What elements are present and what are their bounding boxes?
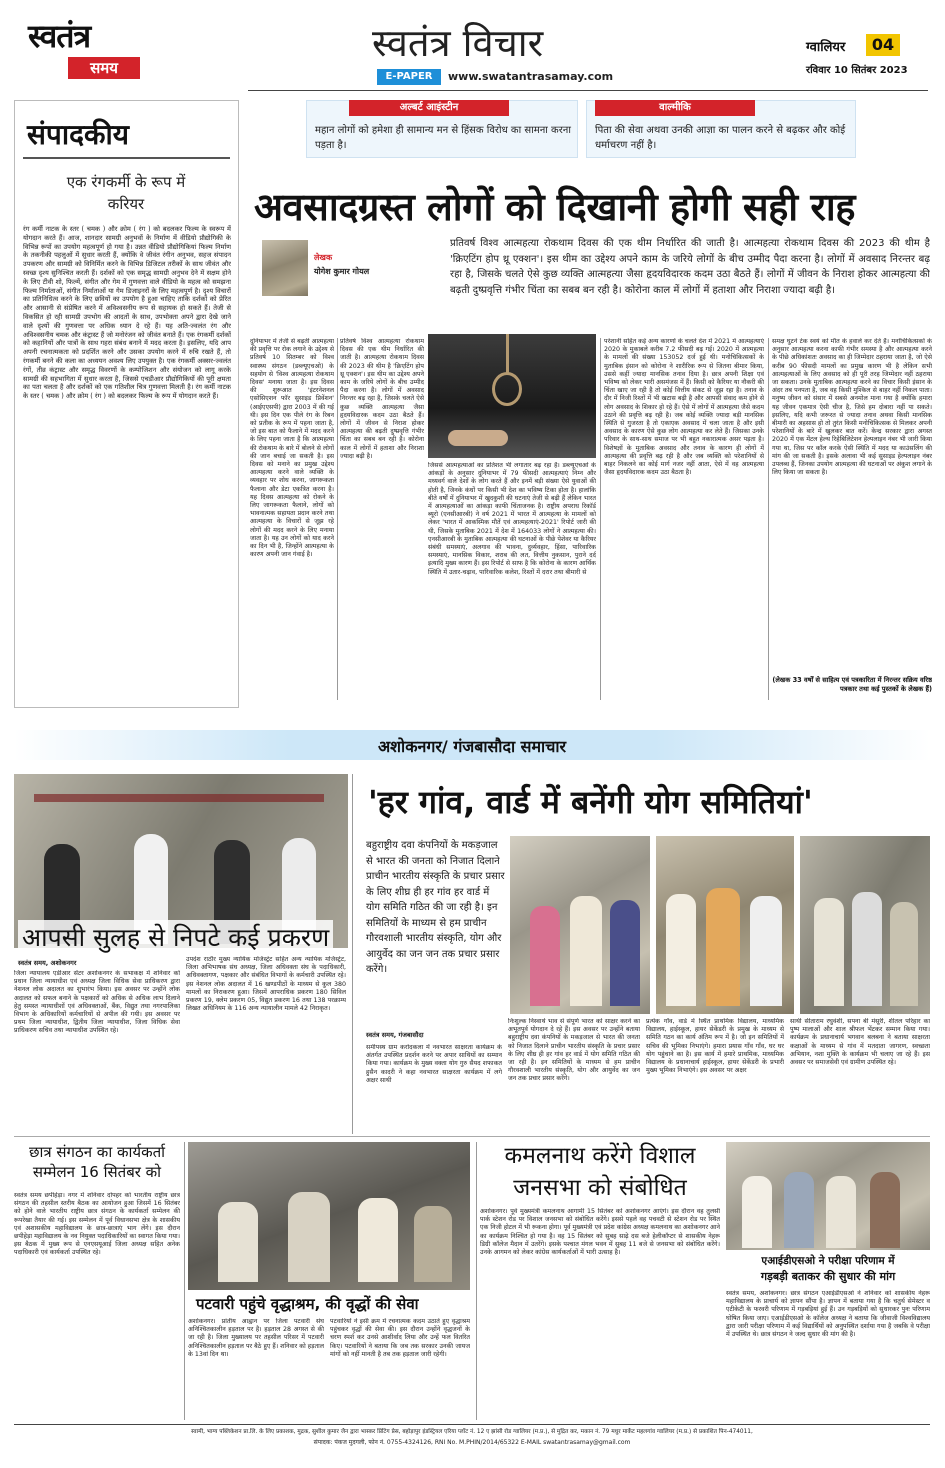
patwari-headline: पटवारी पहुंचे वृद्धाश्रम, की वृद्धों की सेवा <box>196 1295 419 1313</box>
yoga-body1: समीपस्थ ग्राम करोदकला में नवभारत साक्षरता कार्यक्रम के अंतर्गत उपस्थित प्रदर्शन करने पर अपार साथियों का सम्मान किया गया। कार्यक्रम के मुख्य वक्ता योग गुरु सैयद शफाकत हुसैन कादरी ने कहा नवभारत साक्षरता कार्यक्रम में लगे अक्षर साथी <box>366 1044 502 1084</box>
logo-line2: समय <box>68 57 140 79</box>
yoga-body4: साथी सीताराम रघुवंशी, सपना बी मंसूरी, शीतल परिहार का पुष्प मालाओं और शाल श्रीफल भेंटकर सम्मान किया गया। कार्यक्रम के प्रधानाचार्य भगवान बलबना ने बताया साक्षरता कक्षाओं के माध्यम से गांव में मतदाता जागरण, स्वच्छता अभियान, नशा मुक्ति के कार्यक्रम भी चलाए जा रहे हैं। इस अवसर पर समाजसेवी एवं ग्रामीण उपस्थित रहे। <box>790 1018 930 1067</box>
editorial-body: रंग कर्मी नाटक के स्तर ( चमक ) और क्रोम ( रंग ) को बदलकर फिल्म के स्वरूप में योगदान करते हैं। आज, शानदार सामग्री अनुभवों के निर्माण में वीडियो प्रौद्योगिकी के विभिन्न रूपों का उपयोग महत्वपूर्ण हो गया है। उन्नत वीडियो प्रौद्योगिकियां फिल्म निर्माण के तकनीकी पहलुओं में सुधार करती हैं, क्योंकि वे जीवंत रंगीन अनुभव, सहज संपादन उपकरण और सामग्री को विनिर्मित करने के विभिन्न डिजिटल तरीकों के साथ जीवंत और स्वच्छ दृश्य सुनिश्चित करती हैं। दर्शकों को एक समृद्ध सामग्री अनुभव देने में सक्षम होने के लिए टीवी शो, फिल्में, संगीत और गेम में गुणवत्ता वाले वीडियो के महत्व को समझना फिल्म निर्माताओं, संगीत निर्माताओं या गेम डिजाइनरों के लिए महत्वपूर्ण है। दृश्य विचारों का प्रतिनिधित्व करने के लिए छवियों का उपयोग है हुआ चाहिए ताकि दर्शकों को प्रेरित और आसानी से संप्रेषित करने में अविश्वसनीय रूप से सहायक हो सकते हैं। तेजी से विकसित हो रही सामग्री उपभोग की आदतों के साथ, उपभोक्ता अपने द्वारा देखे जाने वाले दृश्यों की गुणवत्ता पर अधिक ध्यान दे रहे हैं। यह अति-ज्वलंत रंग और अविश्वसनीय चमक और कंट्रास्ट हैं जो मनोरंजन को जीवंत बनाते हैं। एक रंगकर्मी दर्शकों को कहानियों और पात्रों के साथ गहरा संबंध बनाने में मदद करता है। इसलिए, यदि आप अपनी रचनात्मकता को प्रदर्शित करने और उसका उपयोग करने में रुचि रखते हैं, तो रंगकर्मी बनने की कला का अध्ययन अवश्य लिए उपयुक्त है। एक रंगकर्मी अक्सर-ज्वलंत रंगों, तीव्र कंट्रास्ट और समृद्ध विवरणों के कम्पोजिशन और संयोजन को लागू करके सामग्री की सहभागिता में सुधार करता है, जिससे एचडीआर प्रौद्योगिकियों की पूरी क्षमता का पता चलता है और दर्शकों को एक गतिशील चित्र गुणवत्ता मिलती है। रंग कर्मी नाटक के स्तर ( चमक ) और क्रोम ( रंग ) को बदलकर फिल्म के रूप में योगदान करते हैं। <box>23 225 231 401</box>
issue-date: रविवार 10 सितंबर 2023 <box>806 65 908 76</box>
article-col3: जिससे आत्महत्याओं का प्रतिशत भी लगातार बढ़ रहा है। डब्ल्यूएचओ के आंकड़ों के अनुसार दुनियाभर में 79 फीसदी आत्महत्याएं निम्न और मध्यवर्ग वाले देशों के लोग करते हैं और इनमें बड़ी संख्या ऐसे युवाओं की होती है, जिनके कंधों पर किसी भी देश का भविष्य टिका होता है। हालांकि बीते वर्षों में दुनियाभर में खुदकुशी की घटनाएं तेजी से बढ़ी हैं लेकिन भारत में आत्महत्याओं का आंकड़ा काफी चिंताजनक है। राष्ट्रीय अपराध रिकॉर्ड ब्यूरो (एनसीआरबी) ने वर्ष 2021 में भारत में आत्महत्या के मामलों को लेकर 'भारत में आकस्मिक मौतें एवं आत्महत्याएं-2021' रिपोर्ट जारी की थी, जिसके मुताबिक 2021 में देश में 164033 लोगों ने आत्महत्या की। एनसीआरबी के मुताबिक आत्महत्या की घटनाओं के पीछे पेशेवर या कैरियर संबंधी समस्याएं, अलगाव की भावना, दुर्व्यवहार, हिंसा, पारिवारिक समस्याएं, मानसिक विकार, शराब की लत, वित्तीय नुकसान, पुराने दर्द इत्यादि मुख्य कारण हैं। इस रिपोर्ट से साफ है कि कोरोना के कारण आर्थिक स्थिति में उतार-चढ़ाव, पारिवारिक कलेश, रिश्तों में दरार तथा बीमारी से <box>428 462 596 576</box>
city-label: ग्वालियर <box>806 40 846 55</box>
yoga-body3: प्रत्येक गाँव, वार्ड में स्थित प्राथमिक विद्यालय, माध्यमिक विद्यालय, हाईस्कूल, हायर सेकेंडरी के प्रमुख के माध्यम से समिति गठन का कार्य अंतिम रूप में है। जो इन समितियों में सचिव की भूमिका निभाएंगे। हमारा प्रयास गाँव गाँव, घर घर योग पहुंचाने का है। इस कार्य में हमारे प्राथमिक, माध्यमिक विद्यालय के प्रधानाचार्य हाईस्कूल, हायर सेकेंडरी के प्रभारी मुख्य भूमिका निभाएंगे। इस अवसर पर अक्षर <box>646 1018 784 1075</box>
hand <box>448 430 508 446</box>
article-col2: प्रतिवर्ष विश्व आत्महत्या रोकथाम दिवस की एक थीम निर्धारित की जाती है। आत्महत्या रोकथाम दिवस की 2023 की थीम है 'क्रिएटिंग होप थ्रू एक्शन'। इस थीम का उद्देश्य अपने काम के जरिये लोगों के बीच उम्मीद पैदा करना है। लोगों में अवसाद निरन्तर बढ़ रहा है, जिसके चलते ऐसे कुछ व्यक्ति आत्महत्या जैसा हृदयविदारक कदम उठा बैठते हैं। लोगों में जीवन से निराश होकर आत्महत्या की बढ़ती दुष्प्रवृत्ति गंभीर चिंता का सबब बन रही है। कोरोना काल में लोगों में हताशा और निराशा ज्यादा बढ़ी है। <box>340 338 424 460</box>
kamalnath-headline <box>480 1140 720 1204</box>
kamalnath-headline-line1: कमलनाथ करेंगे विशाल <box>504 1143 696 1169</box>
yoga-photo-2 <box>656 836 794 1014</box>
lok-adalat-body2: उपदेश राठौर मुख्य न्यायिक मजिस्ट्रेट सहित अन्य न्यायिक मजिस्ट्रेट, जिला अभिभाषक संघ अध्यक्ष, जिला अधिवक्ता संघ के पदाधिकारी, अधिवक्तागण, पक्षकार और संबंधित विभागों के कर्मचारी उपस्थित रहे। इस नेशनल लोक अदालत में 16 खण्डपीठों के माध्यम से कुल 380 मामलों का निराकरण हुआ। जिसमें आपराधिक प्रकरण 180 सिविल प्रकरण 19, क्लेम प्रकरण 05, विद्युत प्रकरण 16 तथा 138 परक्राम्य लिखत अधिनियम के 116 अन्य न्यायालीन मामले 42 निराकृत। <box>186 956 346 1013</box>
aidso-headline-line2: गड़बड़ी बताकर की सुधार की मांग <box>760 1270 896 1283</box>
chhatra-headline-line2: सम्मेलन 16 सितंबर को <box>32 1163 162 1181</box>
author-note: (लेखक 33 वर्षों से साहित्य एवं पत्रकारिता में निरन्तर सक्रिय वरिष्ठ पत्रकार तथा कई पुस्तकों के लेखक हैं) <box>772 676 932 693</box>
aidso-headline <box>726 1254 930 1284</box>
imprint-line2: संपादक: पंकज मुदगली, फोन नं. 0755-4324126, RNI No. M.PHIN/2014/65322 E-MAIL swatantrasamay@gmail.com <box>313 1439 631 1446</box>
logo-line1: स्वतंत्र <box>28 17 91 55</box>
patwari-photo <box>188 1142 470 1290</box>
aidso-body: स्वतंत्र समय, अशोकनगर। छात्र संगठन एआईडीएसओ ने शनिवार को शासकीय नेहरू महाविद्यालय के प्राचार्य को ज्ञापन सौंपा है। ज्ञापन में बताया गया है कि चतुर्थ सेमेस्टर व एटीकेटी के फरवरी परिणाम में गड़बड़ियां हुई हैं। उन गड़बड़ियों को सुधारकर पुनः परिणाम घोषित किया जाए। एआईडीएसओ के कॉलेज अध्यक्ष ने बताया कि जीवाजी विश्वविद्यालय द्वारा जारी परीक्षा परिणाम में कई विद्यार्थियों को अनुपस्थित दर्शाया गया है जबकि वे परीक्षा में उपस्थित थे। छात्र संगठन ने जल्द सुधार की मांग की है। <box>726 1290 930 1339</box>
quote-text: महान लोगों को हमेशा ही सामान्य मन से हिंसक विरोध का सामना करना पड़ता है। <box>315 125 571 151</box>
yoga-headline: 'हर गांव, वार्ड में बनेंगी योग समितियां' <box>368 783 813 821</box>
quote-text: पिता की सेवा अथवा उनकी आज्ञा का पालन करने से बढ़कर और कोई धर्माचरण नहीं है। <box>595 125 846 151</box>
lok-adalat-byline: स्वतंत्र समय, अशोकनगर <box>18 959 77 967</box>
imprint-line1: स्वामी, भाग्य पब्लिकेशन प्रा.लि. के लिए प्रकाशक, मुद्रक, सुशील कुमार जैन द्वारा भास्कर प्रिंटिंग प्रेस, बहोड़ापुर इंडस्ट्रियल एरिया प्लॉट नं. 12 ए झांसी रोड ग्वालियर (म.प्र.), से मुद्रित कर, मकान नं. 79 मधुर मार्केट महलगांव ग्वालियर (म.प्र.) से प्रकाशित पिन-474011, <box>191 1429 753 1435</box>
quote-box-valmiki <box>586 100 856 158</box>
article-col1: दुनियाभर में तेजी से बढ़ती आत्महत्या की प्रवृत्ति पर रोक लगाने के उद्देश्य से प्रतिवर्ष 10 सितम्बर को विश्व स्वास्थ्य संगठन (डब्ल्यूएचओ) के सहयोग से 'विश्व आत्महत्या रोकथाम दिवस' मनाया जाता है। इस दिवस की शुरूआत 'इंटरनेशनल एसोसिएशन फॉर सुसाइड प्रिवेंशन' (आईएएसपी) द्वारा 2003 में की गई थी। इस दिन एक पीले रंग के रिबन को प्रतीक के रूप में पहना जाता है, जो इस बात को फैलाने में मदद करने के लिए पहना जाता है कि आत्महत्या की रोकथाम के बारे में बोलने से लोगों की जान बचाई जा सकती है। इस दिवस को मनाने का प्रमुख उद्देश्य आत्महत्या करने वाले व्यक्ति के व्यवहार पर शोध करना, जागरूकता फैलाना और डेटा एकत्रित करना है। यह दिवस आत्महत्या को रोकने के लिए जागरूकता फैलाने, लोगों को भावनात्मक सहायता प्रदान करने तथा आत्महत्या के विचारों से जूझ रहे लोगों की मदद करने के लिए मनाया जाता है। यह उन लोगों को याद करने का दिन भी है, जिन्होंने आत्महत्या के कारण अपनी जान गंवाई है। <box>250 338 334 559</box>
quote-box-einstein <box>306 100 578 158</box>
logo <box>28 14 158 80</box>
editorial-title: एक रंगकर्मी के रूप में करियर <box>66 173 186 213</box>
yoga-photo-3 <box>800 836 930 1014</box>
noose-photo <box>428 334 596 458</box>
quote-author: अल्बर्ट आइंस्टीन <box>349 100 509 116</box>
noose-loop <box>492 372 522 406</box>
chhatra-headline-line1: छात्र संगठन का कार्यकर्ता <box>28 1143 166 1161</box>
lok-adalat-body1: जिला न्यायालय एडीआर सेंटर अशोकनगर के सभाकक्ष में शनिवार को प्रधान जिला न्यायाधीश एवं अध्यक्ष जिला विधिक सेवा प्राधिकरण द्वारा नेशनल लोक अदालत का शुभारंभ किया। इस अवसर पर उन्होंने लोक अदालत को सफल बनाने के पक्षकारों को अधिक से अधिक लाभ दिलाने हेतु समस्त न्यायाधीशों एवं अधिवक्ताओं, बैंक, विद्युत तथा नगरपालिका विभाग के अधिकारियों कर्मचारियों से अपील की गयी। इस अवसर पर प्रथम जिला न्यायाधीश, द्वितीय जिला न्यायाधीश, जिला विधिक सेवा प्राधिकरण सचिव तथा न्यायाधीश उपस्थित रहे। <box>14 970 180 1035</box>
article-col5: समक्ष घुटने टेक स्वयं को मौत के हवाले कर देते हैं। मनोचिकित्सकों के अनुसार आत्महत्या करना काफी गंभीर समस्या है और आत्महत्या करने के पीछे अधिकांशतः अवसाद का ही जिम्मेदार ठहराया जाता है, जो ऐसे करीब 90 फीसदी मामलों का प्रमुख कारण भी है लेकिन सभी आत्महत्याओं के लिए अवसाद को ही पूरी तरह जिम्मेदार नहीं ठहराया जा सकता। उनके मुताबिक आत्महत्या करने का विचार किसी इंसान के अंदर तब पनपता है, जब वह किसी मुश्किल से बाहर नहीं निकल पाता। मनुष्य जीवन को संसार में सबसे अनमोल माना गया है क्योंकि हमारा यह जीवन एकमात्र ऐसी चीज है, जिसे हम दोबारा नहीं पा सकते। इसलिए, यदि कभी जरूरत से ज्यादा तनाव अथवा किसी मानसिक बीमारी का अहसास हो तो तुरंत किसी मनोचिकित्सक से मिलकर अपनी परेशानियों के बारे में खुलकर बात करें। केन्द्र सरकार द्वारा अगस्त 2020 में एक मेंटल हेल्थ रिहेबिलिटेशन हेल्पलाइन नंबर भी जारी किया गया था, जिस पर कॉल करके ऐसी स्थिति में मदद या काउंसलिंग की मांग की जा सकती है। इसके अलावा भी कई सुसाइड हेल्पलाइन नंबर उपलब्ध हैं, जिनका उपयोग आत्महत्या की घटनाओं पर अंकुश लगाने के लिए किया जा सकता है। <box>772 338 932 477</box>
epaper-badge: E-PAPER <box>377 69 441 85</box>
kamalnath-body: अशोकनगर। पूर्व मुख्यमंत्री कमलनाथ आगामी 15 सितंबर को अशोकनगर आएंगे। इस दौरान वह तुलसी पार्क स्टेशन रोड पर विशाल जनसभा को संबोधित करेंगे। इससे पहले वह पचवटी से स्टेशन रोड पर स्थित एक निजी होटल में भी रूकना होगा। पूर्व मुख्यमंत्री एवं प्रदेश कांग्रेस अध्यक्ष कमलनाथ का अशोकनगर आने का कार्यक्रम निश्चित हो गया है। वह 15 सितंबर को सुबह साढ़े दस बजे हेलीकॉप्टर से शासकीय नेहरू डिग्री कॉलेज मैदान में उतरेंगे। इसके पश्चात मंगल भवन में सुबह 11 बजे से जनसभा को संबोधित करेंगे। उनके आगमन को लेकर कांग्रेस कार्यकर्ताओं में भारी उत्साह है। <box>480 1208 720 1257</box>
lok-adalat-headline: आपसी सुलह से निपटे कई प्रकरण <box>18 920 333 954</box>
author-photo <box>262 240 308 296</box>
patwari-body1: अशोकनगर। प्रांतीय आह्वान पर जिला पटवारी संघ अनिश्चितकालीन हड़ताल पर है। हड़ताल 28 अगस्त से की जा रही है। जिला मुख्यालय पर तहसील परिसर में पटवारी अनिश्चितकालीन हड़ताल पर बैठे हुए हैं। शनिवार को हड़ताल के 13वां दिन था। <box>188 1318 324 1358</box>
aidso-photo <box>726 1142 930 1250</box>
article-lead: प्रतिवर्ष विश्व आत्महत्या रोकथाम दिवस की एक थीम निर्धारित की जाती है। आत्महत्या रोकथाम दिवस की 2023 की थीम है 'क्रिएटिंग होप थ्रू एक्शन'। इस थीम का उद्देश्य अपने काम के जरिये लोगों के बीच उम्मीद पैदा करना है। लोगों में अवसाद निरन्तर बढ़ रहा है, जिसके चलते ऐसे कुछ व्यक्ति आत्महत्या जैसा हृदयविदारक कदम उठा बैठते हैं। लोगों में जीवन के निराश होकर आत्महत्या की बढ़ती दुष्प्रवृत्ति गंभीर चिंता का सबब बन रही है। कोरोना काल में लोगों में हताशा और निराशा ज्यादा बढ़ी है। <box>450 238 930 296</box>
yoga-pullquote: बहुराष्ट्रीय दवा कंपनियों के मकड़जाल से भारत की जनता को निजात दिलाने प्राचीन भारतीय संस्कृति के प्रचार प्रसार के लिए शीघ्र ही हर गांव हर वार्ड में योग समिति गठित की जा रही है। इन समितियों के माध्यम से हम प्राचीन गौरवशाली भारतीय संस्कृति, योग और आयुर्वेद का जन जन तक प्रचार प्रसार करेंगे। <box>366 840 505 975</box>
chhatra-body: स्वतंत्र समय छपीहेड़ा। नगर में शनिवार दोपहर को भारतीय राष्ट्रीय छात्र संगठन की तहसील स्तरीय बैठक का आयोजन हुआ जिसमें 16 सितंबर को होने वाले भारतीय राष्ट्रीय छात्र संगठन के कार्यकर्ता सम्मेलन की रूपरेखा तैयार की गई। इस सम्मेलन में पूर्व विधानसभा क्षेत्र के शासकीय एवं अशासकीय महाविद्यालय के छात्र-छात्राएं भाग लेंगे। इस दौरान छपीहेड़ा महाविद्यालय के नव नियुक्त पदाधिकारियों का स्वागत किया गया। इस बैठक में मुख्य रूप से एनएसयूआई जिला अध्यक्ष सहित अनेक पदाधिकारी एवं कार्यकर्ता उपस्थित रहे। <box>14 1192 180 1257</box>
main-headline: अवसादग्रस्त लोगों को दिखानी होगी सही राह <box>254 184 855 229</box>
section-title: स्वतंत्र विचार <box>372 21 544 65</box>
masthead <box>0 0 945 95</box>
noose-rope <box>506 334 509 374</box>
masthead-rule <box>248 90 928 91</box>
page-number: 04 <box>866 34 900 56</box>
yoga-photo-1 <box>510 836 650 1014</box>
author-name: योगेश कुमार गोयल <box>314 267 370 276</box>
article-col4: परेशानी सहित कई अन्य कारणों के चलते देश में 2021 में आत्महत्याएं 2020 के मुकाबले करीब 7.2 फीसदी बढ़ गई। 2020 में आत्महत्या के मामलों की संख्या 153052 दर्ज हुई थी। मनोचिकित्सकों के मुताबिक इंसान को कोरोना ने शारीरिक रूप से जितना बीमार किया, उससे कहीं ज्यादा मानसिक तनाव दिया है। छात्र अपनी शिक्षा एवं भविष्य को लेकर भारी असमंजस में हैं। किसी को कैरियर या नौकरी की चिंता खाए जा रही है तो कोई वित्तीय संकट से जूझ रहा है। तनाव के दौर में निजी रिश्तों में भी खटास बढ़ी है और आपसी संवाद कम होने से लोग अवसाद के शिकार हो रहे हैं। ऐसे में लोगों में आत्महत्या जैसे कदम उठाने की प्रवृत्ति बढ़ रही है। जब कोई व्यक्ति ज्यादा बड़ी मानसिक स्थिति से गुजरता है तो एकाएक अवसाद में चला जाता है और इसी अवसाद के कारण ऐसे कुछ लोग आत्महत्या कर लेते हैं। जिसका उनके परिवार के साथ-साथ समाज पर भी बहुत नकारात्मक असर पड़ता है। विशेषज्ञों के मुताबिक अवसाद और तनाव के कारण ही लोगों में आत्महत्या की प्रवृत्ति बढ़ रही है और जब व्यक्ति को परेशानियों से बाहर निकलने का कोई मार्ग नजर नहीं आता, ऐसे में वह आत्महत्या जैसा हृदयविदारक कदम उठा बैठता है। <box>604 338 764 477</box>
author-label: लेखक <box>314 253 333 262</box>
section-banner <box>14 730 930 760</box>
patwari-body2: पटवारियों ने इसी क्रम में रचनात्मक कदम उठाते हुए वृद्धाश्रम पहुंचकर वृद्धों की सेवा की। इस दौरान उन्होंने वृद्धजनों के चरण स्पर्श कर उनसे आशीर्वाद लिया और उन्हें फल वितरित किए। पटवारियों ने बताया कि जब तक सरकार उनकी जायज मांगों को नहीं मानती है तब तक हड़ताल जारी रहेगी। <box>330 1318 470 1358</box>
yoga-byline: स्वतंत्र समय, गंजबासौदा <box>366 1031 424 1039</box>
website-link[interactable]: www.swatantrasamay.com <box>448 70 614 83</box>
yoga-body2: निःशुल्क निस्वार्थ भाव से संपूर्ण भारत को साक्षर करने का अभूतपूर्व योगदान दे रहे हैं। इस अवसर पर उन्होंने बताया बहुराष्ट्रीय दवा कंपनियों के मकड़जाल से भारत की जनता को निजात दिलाने प्राचीन भारतीय संस्कृति के प्रचार प्रसार के लिए शीघ्र ही हर गांव हर वार्ड में योग समिति गठित की जा रही है। इन समितियों के माध्यम से हम प्राचीन गौरवशाली भारतीय संस्कृति, योग और आयुर्वेद का जन जन तक प्रचार प्रसार करेंगे। <box>508 1018 640 1083</box>
aidso-headline-line1: एआईडीएसओ ने परीक्षा परिणाम में <box>761 1255 895 1267</box>
section-banner-text: अशोकनगर/ गंजबासौदा समाचार <box>377 737 567 756</box>
kamalnath-headline-line2: जनसभा को संबोधित <box>513 1175 687 1201</box>
editorial-label: संपादकीय <box>27 118 129 151</box>
editorial-column <box>14 100 239 708</box>
chhatra-headline <box>14 1142 180 1182</box>
quote-author: वाल्मीकि <box>595 100 755 116</box>
